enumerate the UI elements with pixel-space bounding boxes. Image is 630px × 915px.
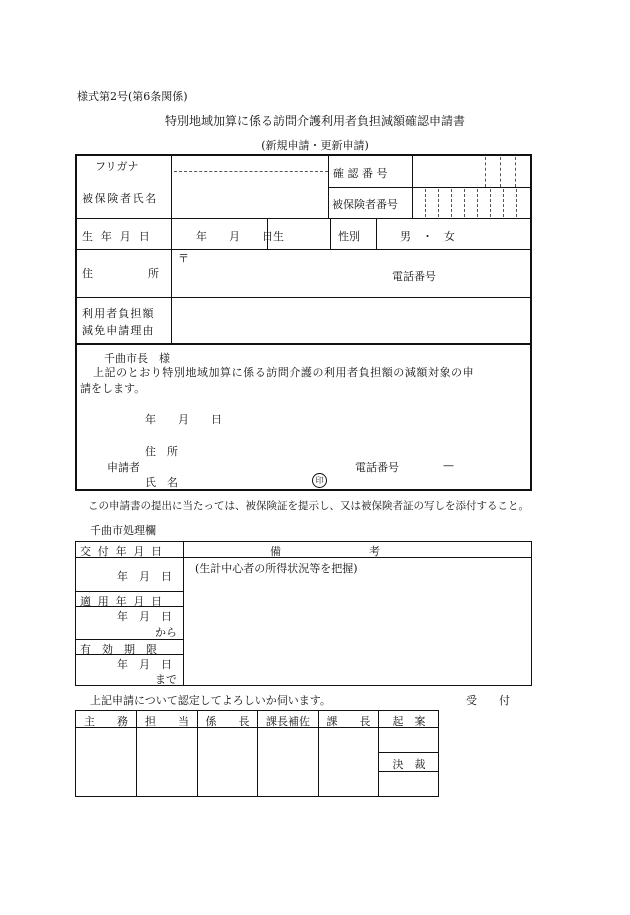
applicant-label: 申請者 bbox=[107, 461, 140, 474]
dob-label: 生 年 月 日 bbox=[82, 230, 152, 243]
office-heading: 千曲市処理欄 bbox=[90, 524, 156, 537]
request-phone-dash: — bbox=[443, 459, 454, 472]
postal-mark: 〒 bbox=[178, 252, 189, 265]
receipt-label: 受 付 bbox=[466, 694, 510, 707]
sex-value: 男 ・ 女 bbox=[400, 230, 455, 243]
col-chief: 主 務 bbox=[84, 715, 128, 728]
from-label: から bbox=[155, 626, 177, 639]
request-body-2: 請をします。 bbox=[80, 382, 146, 395]
remarks-label: 備 考 bbox=[270, 545, 380, 558]
issue-date-label: 交 付 年 月 日 bbox=[80, 545, 164, 558]
issue-date-value: 年 月 日 bbox=[117, 570, 172, 583]
request-address-label: 住 所 bbox=[145, 445, 178, 458]
col-manager: 課 長 bbox=[326, 715, 371, 728]
insured-number-label: 被保険者番号 bbox=[332, 198, 398, 211]
approval-text: 上記申請について認定してよろしいか伺います。 bbox=[90, 694, 331, 707]
submission-note: この申請書の提出に当たっては、被保険証を提示し、又は被保険者証の写しを添付すること。 bbox=[88, 500, 529, 512]
request-body-1: 上記のとおり特別地域加算に係る訪問介護の利用者負担額の減額対象の申 bbox=[93, 366, 475, 379]
form-title: 特別地域加算に係る訪問介護利用者負担減額確認申請書 bbox=[164, 114, 465, 128]
reason-label-1: 利用者負担額 bbox=[82, 307, 155, 320]
until-label: まで bbox=[155, 673, 177, 686]
insured-name-label: 被保険者氏名 bbox=[82, 192, 158, 205]
furigana-label: フリガナ bbox=[95, 160, 139, 173]
seal-mark: 印 bbox=[312, 473, 327, 488]
col-assistant-manager: 課長補佐 bbox=[266, 715, 310, 728]
remarks-note: (生計中心者の所得状況等を把握) bbox=[195, 562, 358, 575]
valid-value: 年 月 日 bbox=[117, 658, 172, 671]
decision-label: 決 裁 bbox=[392, 758, 426, 771]
form-subtitle: (新規申請・更新申請) bbox=[261, 139, 369, 152]
apply-date-label: 適 用 年 月 日 bbox=[80, 595, 164, 608]
request-name-label: 氏 名 bbox=[145, 476, 178, 489]
apply-date-value: 年 月 日 bbox=[117, 610, 172, 623]
valid-label: 有 効 期 限 bbox=[80, 643, 157, 656]
address-label: 住 所 bbox=[82, 267, 159, 280]
sex-label: 性別 bbox=[338, 230, 360, 243]
confirm-number-label: 確 認 番 号 bbox=[333, 167, 388, 180]
form-number: 様式第2号(第6条関係) bbox=[77, 90, 188, 103]
request-date: 年 月 日 bbox=[145, 413, 222, 426]
reason-label-2: 減免申請理由 bbox=[82, 324, 155, 337]
col-draft: 起 案 bbox=[392, 715, 426, 728]
col-subsection-chief: 係 長 bbox=[205, 715, 250, 728]
col-staff: 担 当 bbox=[145, 715, 189, 728]
addressee: 千曲市長 様 bbox=[104, 352, 170, 365]
phone-label: 電話番号 bbox=[392, 270, 436, 283]
request-phone-label: 電話番号 bbox=[355, 461, 399, 474]
dob-value: 年 月 日生 bbox=[196, 230, 284, 243]
